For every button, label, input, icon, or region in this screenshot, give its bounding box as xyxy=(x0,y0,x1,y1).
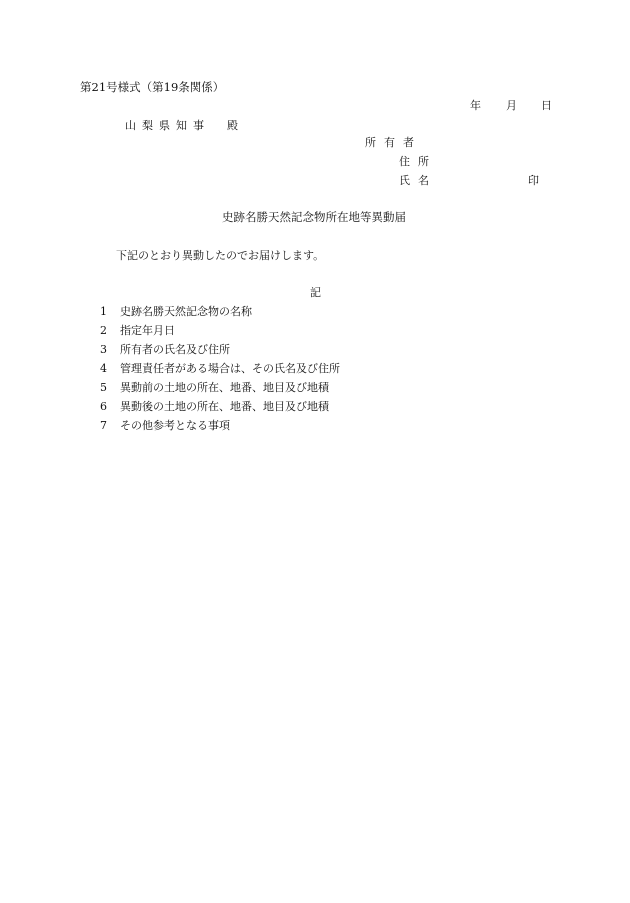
seal-mark: 印 xyxy=(528,174,539,187)
item-text: 所有者の氏名及び住所 xyxy=(120,343,230,356)
list-item xyxy=(100,401,329,412)
item-number: 5 xyxy=(100,381,107,394)
owner-address-label: 住所 xyxy=(399,155,437,168)
intro-text: 下記のとおり異動したのでお届けします。 xyxy=(116,249,325,262)
item-text: 異動後の土地の所在、地番、地目及び地積 xyxy=(120,400,329,413)
item-text: 異動前の土地の所在、地番、地目及び地積 xyxy=(120,381,329,394)
item-number: 1 xyxy=(100,305,107,318)
form-number: 第21号様式（第19条関係） xyxy=(80,80,225,94)
addressee: 山梨県知事 殿 xyxy=(125,119,244,132)
item-text: 史跡名勝天然記念物の名称 xyxy=(120,305,252,318)
item-number: 7 xyxy=(100,419,107,432)
item-text: 指定年月日 xyxy=(120,324,175,337)
list-item xyxy=(100,420,230,431)
item-number: 3 xyxy=(100,343,107,356)
list-item xyxy=(100,344,230,355)
item-text: その他参考となる事項 xyxy=(120,419,230,432)
item-number: 2 xyxy=(100,324,107,337)
list-item xyxy=(100,325,175,336)
date-month-label: 月 xyxy=(506,99,517,112)
item-number: 6 xyxy=(100,400,107,413)
date-year-label: 年 xyxy=(470,99,481,112)
owner-name-label: 氏名 xyxy=(399,174,437,187)
date-day-label: 日 xyxy=(541,99,552,112)
item-text: 管理責任者がある場合は、その氏名及び住所 xyxy=(120,362,340,375)
item-number: 4 xyxy=(100,362,107,375)
list-item xyxy=(100,363,340,374)
list-item xyxy=(100,306,252,317)
owner-title: 所有者 xyxy=(365,136,422,149)
document-title: 史跡名勝天然記念物所在地等異動届 xyxy=(222,210,406,224)
list-item xyxy=(100,382,329,393)
ki-heading: 記 xyxy=(310,286,321,299)
